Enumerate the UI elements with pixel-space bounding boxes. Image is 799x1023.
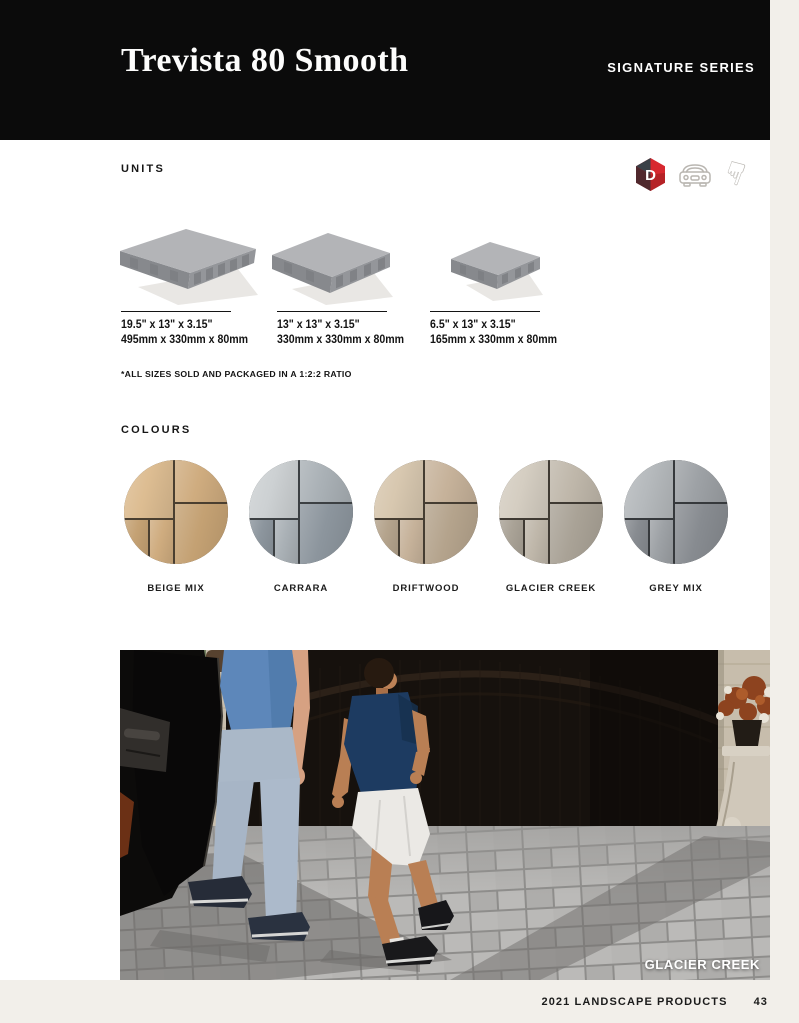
unit-size-3 <box>430 311 580 346</box>
swatch-beige-mix <box>124 460 228 594</box>
page-number: 43 <box>753 996 768 1008</box>
swatch-label: GREY MIX <box>649 583 703 594</box>
swatch-carrara <box>249 460 353 594</box>
swatch-label: CARRARA <box>273 583 329 594</box>
swatch-image <box>624 460 728 564</box>
swatch-image <box>374 460 478 564</box>
swatch-label: DRIFTWOOD <box>392 583 460 594</box>
unit-size-1 <box>121 311 271 346</box>
photo-illustration <box>120 650 770 980</box>
swatch-image <box>249 460 353 564</box>
dimension-metric: 495mm x 330mm x 80mm <box>121 334 249 346</box>
dimension-imperial: 13" x 13" x 3.15" <box>277 319 360 331</box>
dimension-metric: 165mm x 330mm x 80mm <box>430 334 558 346</box>
swatch-label: BEIGE MIX <box>147 583 205 594</box>
unit-size-2 <box>277 311 427 346</box>
units-heading: UNITS <box>121 163 165 175</box>
page-margin-right <box>770 0 799 1023</box>
swatch-label: GLACIER CREEK <box>505 583 597 594</box>
dimension-imperial: 19.5" x 13" x 3.15" <box>121 319 213 331</box>
dimension-rule <box>277 311 387 312</box>
page-title: Trevista 80 Smooth <box>121 42 409 79</box>
series-label: SIGNATURE SERIES <box>607 60 755 75</box>
dimension-rule <box>430 311 540 312</box>
svg-text:D: D <box>645 166 656 184</box>
swatch-image <box>499 460 603 564</box>
swatch-glacier-creek <box>499 460 603 594</box>
photo-caption: GLACIER CREEK <box>644 957 760 972</box>
paver-image-large <box>118 225 258 305</box>
vehicular-traffic-icon <box>678 161 712 187</box>
feature-icons <box>636 153 766 195</box>
page-footer <box>542 996 769 1008</box>
dimension-metric: 330mm x 330mm x 80mm <box>277 334 405 346</box>
dimension-imperial: 6.5" x 13" x 3.15" <box>430 319 516 331</box>
packaging-note: *ALL SIZES SOLD AND PACKAGED IN A 1:2:2 RATIO <box>121 369 352 379</box>
header-banner <box>0 0 770 140</box>
paver-image-medium <box>268 229 393 307</box>
lifestyle-photo <box>120 650 770 980</box>
colours-heading: COLOURS <box>121 424 192 436</box>
swatch-driftwood <box>374 460 478 594</box>
swatch-grey-mix <box>624 460 728 594</box>
brand-d-hexagon-icon <box>636 158 665 191</box>
hand-placement-icon: ☟ <box>719 153 750 194</box>
dimension-rule <box>121 311 231 312</box>
swatch-image <box>124 460 228 564</box>
paver-image-small <box>448 237 543 303</box>
footer-title: 2021 LANDSCAPE PRODUCTS <box>541 996 728 1008</box>
colour-swatches <box>124 460 728 594</box>
